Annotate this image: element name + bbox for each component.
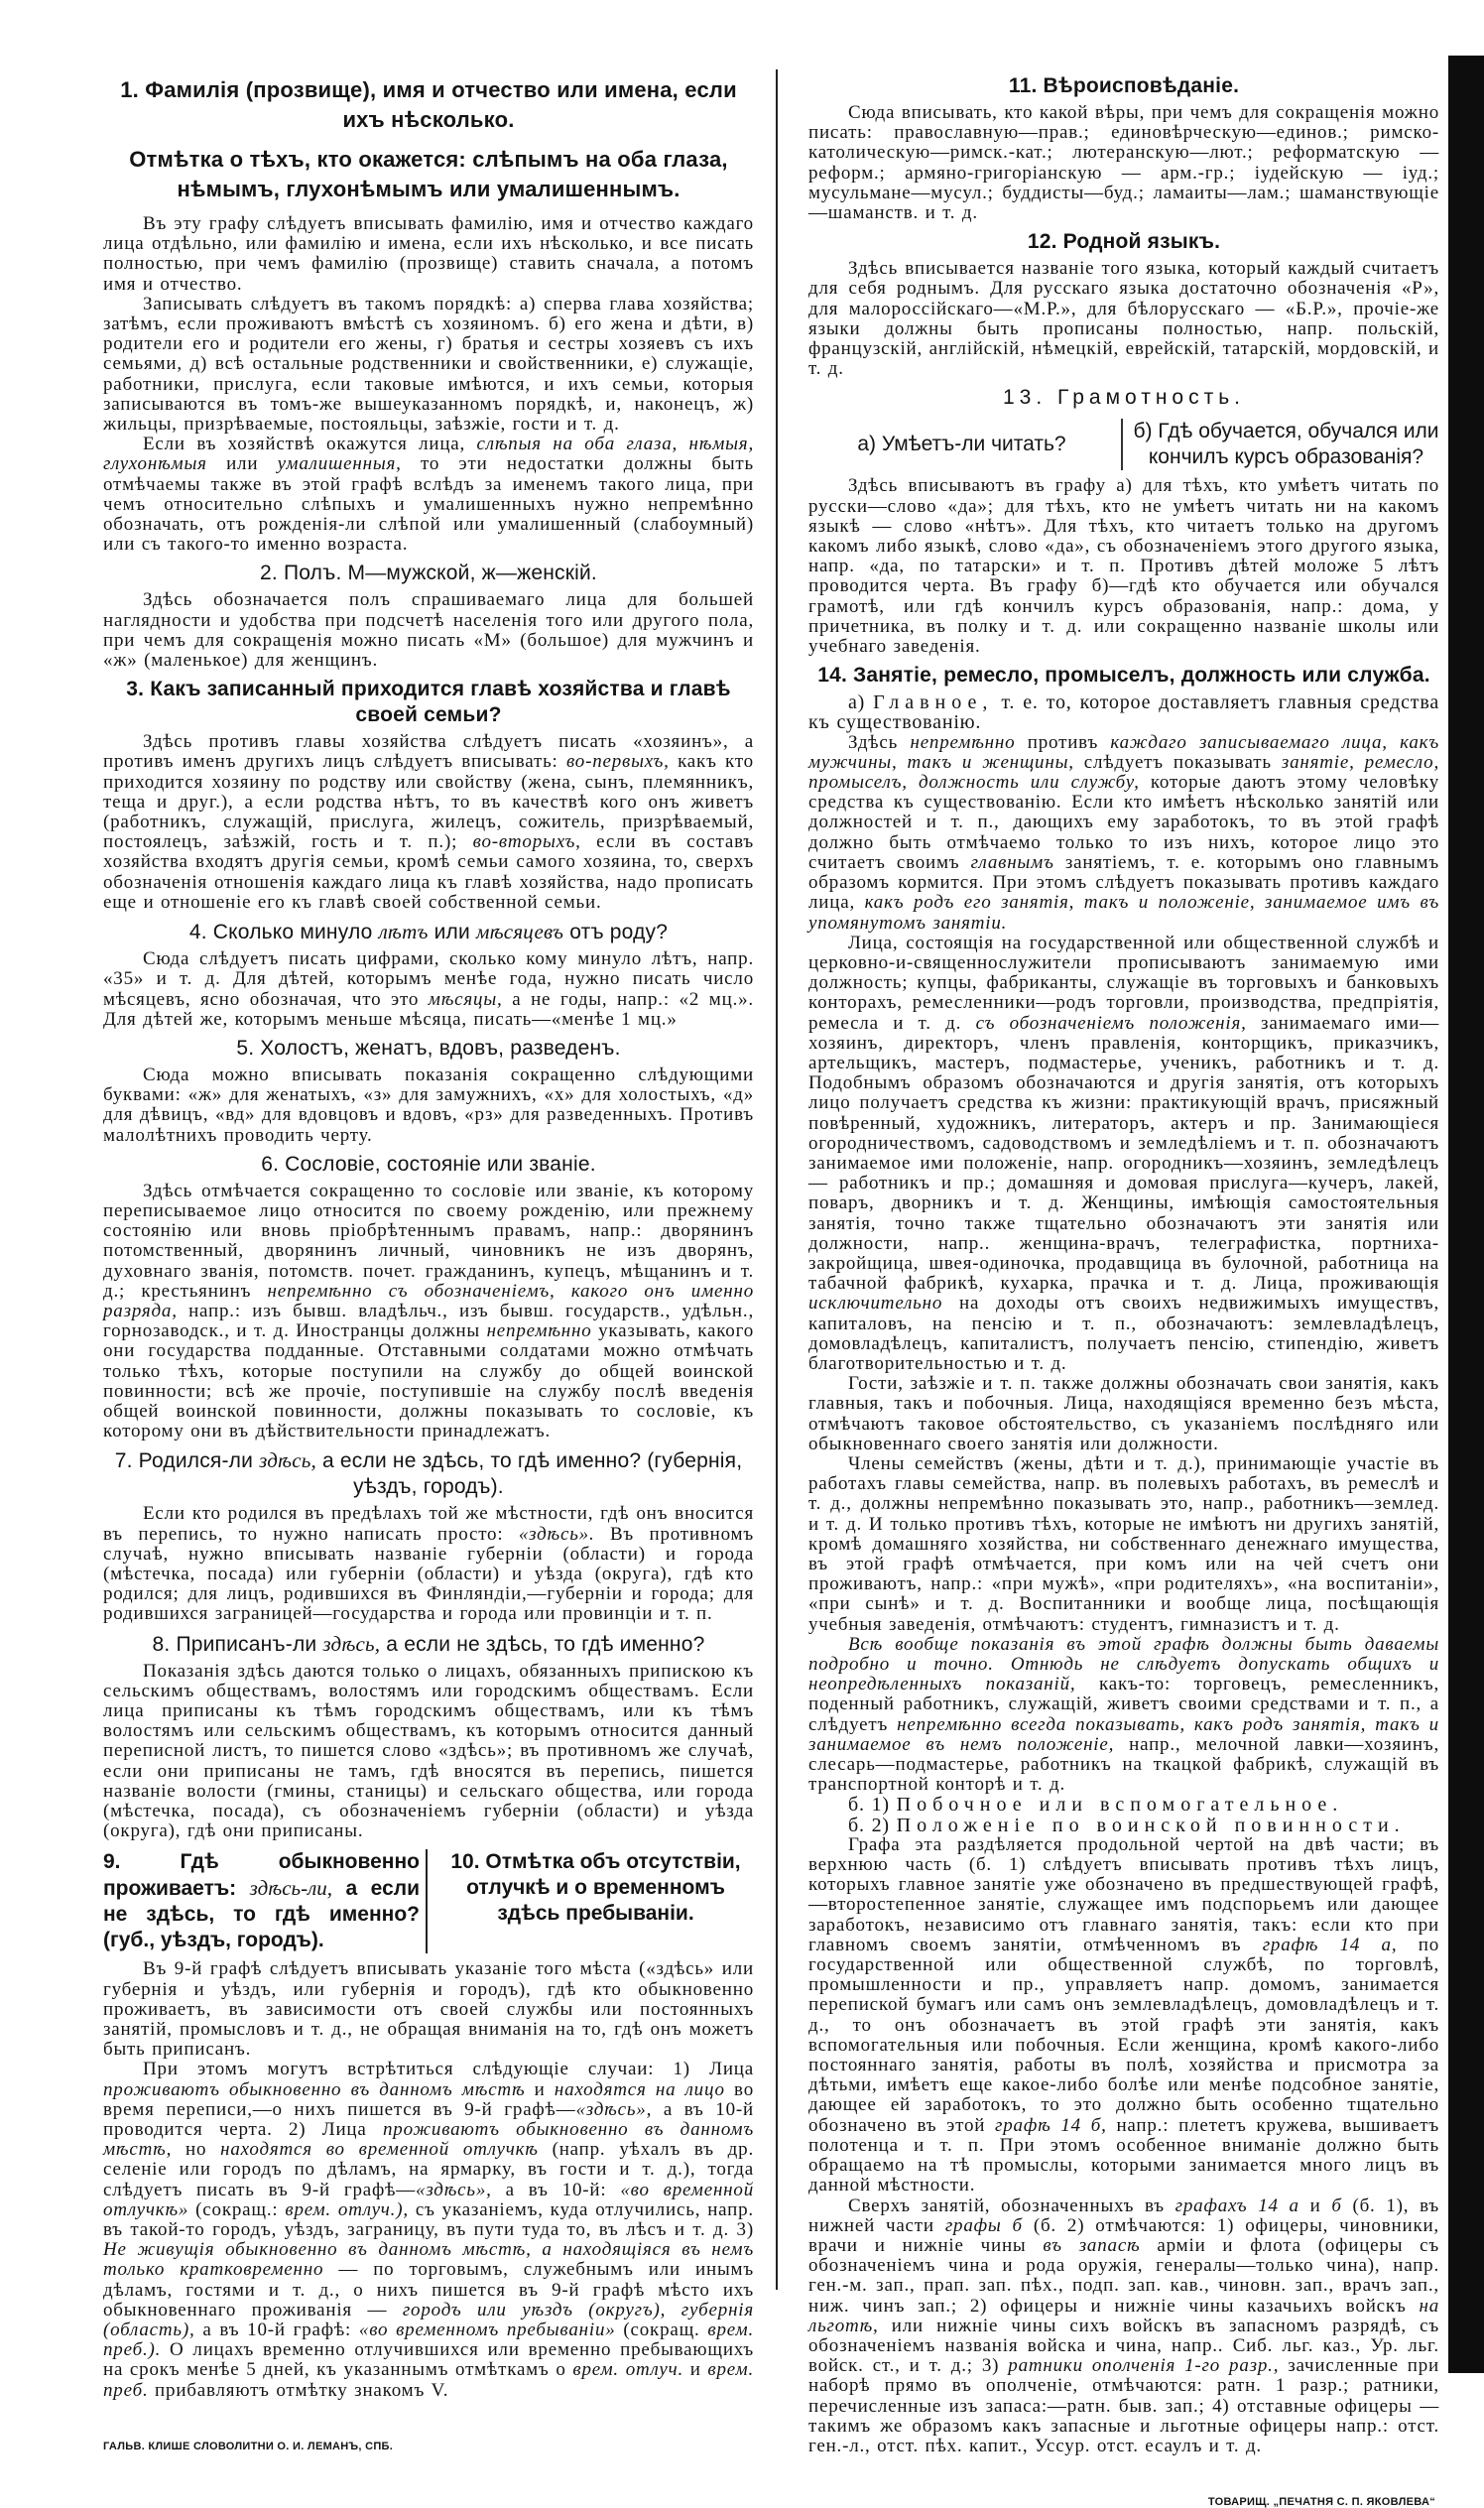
text-run: 8. Приписанъ-ли bbox=[152, 1632, 323, 1656]
emphasis-text: Всѣ вообще показанія въ этой графѣ должны быть даваемы подробно и точно. Отнюдь не слѣдуетъ допускать общихъ и неопредѣленныхъ показаній, bbox=[808, 1633, 1439, 1695]
split-heading-right bbox=[428, 1849, 754, 1953]
section-heading bbox=[808, 73, 1439, 99]
text-run: 1. Фамилія (прозвище), имя и отчество или имена, если ихъ нѣсколько. bbox=[120, 77, 737, 132]
text-run: слѣдуетъ показывать bbox=[1073, 751, 1282, 773]
text-run: 6. Сословіе, состояніе или званіе. bbox=[261, 1152, 596, 1176]
text-run: т. е. то, которое доставляетъ главныя средства къ существованію. bbox=[808, 691, 1439, 734]
text-run: занимаемаго ими—хозяинъ, директоръ, членъ правленія, конторщикъ, приказчикъ, артельщикъ, мастеръ, подмастерье, ученикъ, работникъ и т. д. Подобнымъ образомъ обозначаются и другія занятія, отъ которыхъ лицо получаетъ средства къ жизни: практикующій врачъ, присяжный повѣренный, художникъ, литераторъ, актеръ и пр. Занимающіеся огородничествомъ, садоводствомъ и земледѣліемъ и т. п. обозначаютъ занимаемое ими положеніе, напр. огородникъ—хозяинъ, земледѣлецъ — работникъ и пр.; домашняя и домовая прислуга—кучеръ, лакей, поваръ, дворникъ и т. д. Женщины, имѣющія самостоятельныя занятія, точно также тщательно обозначаютъ эти занятія или должности, напр.. женщина-врачъ, телеграфистка, портниха-закройщица, швея-одиночка, продавщица въ булочной, работница на табачной фабрикѣ, кухарка, прачка и т. д. Лица, проживающія bbox=[808, 1012, 1439, 1295]
text-run: Записывать слѣдуетъ въ такомъ порядкѣ: а) сперва глава хозяйства; затѣмъ, если проживаютъ вмѣстѣ съ хозяиномъ. б) его жена и дѣти, в) родители его и родители его жены, г) братья и сестры хозяевъ съ ихъ семьями, д) всѣ остальные родственники и свойственники, е) служащіе, работники, прислуга, если таковые имѣются, и ихъ семьи, которыя записываются въ томъ-же вышеуказанномъ порядкѣ, и, наконецъ, ж) жильцы, призрѣваемые, постояльцы, заѣзжіе, гости и т. д. bbox=[103, 293, 754, 436]
text-run: 7. Родился-ли bbox=[114, 1449, 260, 1473]
emphasis-text: занятіе, ремесло, промыселъ, должность или службу, bbox=[808, 751, 1439, 794]
text-run: Въ 9-й графѣ слѣдуетъ вписывать указаніе того мѣста («здѣсь» или губернія и уѣздъ, или губернія и городъ), гдѣ кто обыкновенно проживаетъ, въ зависимости отъ своей службы или постоянныхъ занятій, промысловъ и т. д., не обращая вниманія на то, гдѣ онъ можетъ быть приписанъ. bbox=[103, 1958, 754, 2061]
text-run: Здѣсь противъ главы хозяйства слѣдуетъ писать «хозяинъ», а противъ именъ другихъ лицъ слѣдуетъ вписывать: bbox=[103, 731, 754, 773]
section-heading bbox=[808, 663, 1439, 689]
paragraph bbox=[103, 295, 754, 435]
left-column bbox=[103, 67, 754, 2452]
spaced-emphasis-text: Положеніе по воинской повинности. bbox=[896, 1814, 1406, 1836]
emphasis-text: исключительно bbox=[808, 1293, 943, 1315]
emphasis-text: врем. отлуч. bbox=[572, 2359, 683, 2381]
paragraph bbox=[808, 733, 1439, 934]
section-heading bbox=[103, 1447, 754, 1500]
paragraph bbox=[103, 214, 754, 295]
text-run: какъ кто приходится хозяину по родству или свойству (жена, сынъ, племянникъ, теща и друг.), а если родства нѣтъ, то въ качествѣ кого онъ живетъ (работникъ, служащій, прислуга, жилецъ, сожитель, призрѣваемый, постоялецъ, заѣзжій, гость и т. п.); bbox=[103, 751, 754, 853]
paragraph bbox=[808, 103, 1439, 223]
text-run: противъ bbox=[1015, 731, 1111, 753]
section-heading bbox=[808, 229, 1439, 255]
emphasis-text: проживаютъ обыкновенно въ данномъ мѣстѣ, bbox=[103, 2119, 754, 2161]
text-run: О лицахъ временно отлучившихся или временно пребывающихъ на срокъ менѣе 5 дней, къ указаннымъ отмѣткамъ о bbox=[103, 2339, 754, 2381]
text-run: на доходы отъ своихъ недвижимыхъ имуществъ, капиталовъ, на пенсію и т. п., обозначаютъ: землевладѣлецъ, домовладѣлецъ, капиталистъ, получаетъ пенсію, стипендію, живетъ благотворительностью и т. д. bbox=[808, 1293, 1439, 1374]
emphasis-text: непремѣнно всегда показывать, какъ родъ занятія, такъ и занимаемое въ немъ положеніе, bbox=[808, 1713, 1439, 1755]
emphasis-text: «здѣсь». bbox=[518, 1523, 595, 1545]
spaced-emphasis-text: Главное, bbox=[873, 691, 994, 714]
paragraph bbox=[808, 1635, 1439, 1796]
text-run: и bbox=[683, 2359, 708, 2381]
text-run: 5. Холостъ, женатъ, вдовъ, разведенъ. bbox=[236, 1036, 621, 1060]
paragraph bbox=[808, 1374, 1439, 1454]
paragraph bbox=[808, 934, 1439, 1374]
emphasis-text: непремѣнно съ обозначеніемъ, какого онъ именно разряда, bbox=[103, 1280, 755, 1321]
emphasis-text: врем. отлуч.), bbox=[285, 2198, 409, 2220]
text-run: а въ 10-й графѣ: bbox=[194, 2320, 359, 2341]
emphasis-text: здѣсь, bbox=[259, 1448, 316, 1473]
emphasis-text: здѣсь, bbox=[322, 1631, 381, 1656]
text-run: какъ-то: торговецъ, ремесленникъ, поденный работникъ, служащій, живетъ своими средствами и т. п., а слѣдуетъ bbox=[808, 1674, 1440, 1735]
text-run: или bbox=[428, 921, 476, 944]
emphasis-text: во-вторыхъ, bbox=[472, 831, 581, 853]
text-run: Лица, состоящія на государственной или общественной службѣ и церковно-и-священнослужители прописываютъ занимаемую ими должность; купцы, фабриканты, служащіе въ торговыхъ и банковыхъ конторахъ, ремесленники—родъ торговли, производства, предпріятія, ремесла и т. д. bbox=[808, 932, 1439, 1034]
text-run: 3. Какъ записанный приходится главѣ хозяйства и главѣ своей семьи? bbox=[126, 678, 731, 727]
text-run: Здѣсь отмѣчается сокращенно то сословіе или званіе, къ которому переписываемое лицо относится по своему рожденію, или прежнему состоянію или вновь пріобрѣтеннымъ правамъ, напр.: дворянинъ потомственный, дворянинъ личный, чиновникъ не изъ дворянъ, духовнаго званія, потомств. почет. гражданинъ, купецъ, мѣщанинъ и т. д.; крестьянинъ bbox=[103, 1180, 754, 1302]
section-heading bbox=[103, 677, 754, 728]
section-heading bbox=[103, 75, 754, 135]
text-run: зачисленные при наборѣ прямо въ ополченіе, отмѣчаются: ратн. 1 разр.; ратники, перечисленные изъ запаса:—ратн. быв. зап.; 4) отставные офицеры — такимъ же образомъ какъ запасные и льготные офицеры напр.: отст. ген.-л., отст. пѣх. капит., Уссур. отст. есаулъ и т. д. bbox=[808, 2355, 1440, 2456]
text-run: а) Умѣетъ-ли читать? bbox=[857, 433, 1066, 456]
text-run: 2. Полъ. М—мужской, ж—женскій. bbox=[260, 562, 597, 585]
text-run: б. 1) bbox=[848, 1794, 897, 1817]
emphasis-text: въ запасѣ bbox=[1043, 2234, 1141, 2256]
section-heading bbox=[103, 1152, 754, 1178]
text-run: Здѣсь bbox=[848, 731, 911, 753]
text-run: а не годы, напр.: «2 мц.». Для дѣтей же, которымъ меньше мѣсяца, писать—«менѣе 1 мц.» bbox=[103, 988, 754, 1030]
text-run: 10. Отмѣтка объ отсутствіи, отлучкѣ и о временномъ здѣсь пребываніи. bbox=[450, 1850, 741, 1926]
emphasis-text: ратники ополченія 1-го разр., bbox=[1008, 2355, 1280, 2377]
emphasis-text: мѣсяцы, bbox=[428, 988, 503, 1010]
emphasis-text: «во временной отлучкѣ» bbox=[103, 2179, 755, 2220]
text-run: а въ 10-й проводится черта. 2) Лица bbox=[103, 2098, 754, 2141]
paragraph bbox=[808, 259, 1439, 379]
section-heading bbox=[103, 145, 754, 204]
text-run: Если въ хозяйствѣ окажутся лица, bbox=[143, 434, 477, 455]
text-run: 4. Сколько минуло bbox=[188, 921, 379, 944]
paragraph bbox=[103, 2060, 754, 2400]
paragraph bbox=[103, 1959, 754, 2060]
text-run: напр.: изъ бывш. владѣльч., изъ бывш. государств., удѣльн., горнозаводск., и т. д. Иностранцы должны bbox=[103, 1300, 754, 1342]
text-run: а если не здѣсь, то гдѣ именно? bbox=[380, 1632, 705, 1656]
emphasis-text: «здѣсь», bbox=[416, 2179, 492, 2200]
paragraph bbox=[103, 949, 754, 1030]
emphasis-text: каждаго записываемаго лица, какъ мужчины, такъ и женщины, bbox=[808, 731, 1439, 773]
text-run: занятіемъ, т. е. которымъ оно главнымъ образомъ кормится. При этомъ слѣдуетъ показывать противъ каждаго лица, bbox=[808, 851, 1440, 914]
text-run: и bbox=[1298, 2194, 1332, 2216]
emphasis-text: «здѣсь», bbox=[575, 2098, 653, 2120]
split-heading bbox=[808, 419, 1439, 470]
text-run: Здѣсь вписывается названіе того языка, который каждый считаетъ для себя роднымъ. Для русскаго языка достаточно обозначенія «Р», для малороссійскаго—«М.Р.», для бѣлорусскаго — «Б.Р.», прочіе-же языки должны быть прописаны полностью, напр. польскій, французскій, англійскій, нѣмецкій, еврейскій, татарскій, мордовскій, и т. д. bbox=[808, 258, 1439, 380]
paragraph bbox=[808, 1454, 1439, 1635]
right-column bbox=[808, 67, 1439, 2508]
split-heading-right bbox=[1123, 419, 1439, 470]
paragraph bbox=[103, 1504, 754, 1624]
emphasis-text: непремѣнно bbox=[486, 1320, 592, 1342]
emphasis-text: слѣпыя на оба глаза, нѣмыя, глухонѣмыя bbox=[103, 434, 754, 475]
text-run: (напр. уѣхалъ въ др. селеніе или городъ по дѣламъ, на ярмарку, въ гости и т. д.), тогда слѣдуетъ писать въ 9-й графѣ— bbox=[103, 2139, 755, 2200]
emphasis-text: графы б bbox=[944, 2214, 1023, 2236]
paragraph bbox=[103, 1182, 754, 1442]
right-column-body bbox=[808, 73, 1439, 2456]
text-run: (сокращ.: bbox=[188, 2198, 286, 2220]
text-run: напр., мелочной лавки—хозяинъ, слесарь—подмастерье, работникъ на ткацкой фабрикѣ, служащій въ транспортной конторѣ и т. д. bbox=[808, 1733, 1440, 1796]
emphasis-text: лѣтъ bbox=[378, 920, 429, 944]
text-run: то эти недостатки должны быть отмѣчаемы также въ этой графѣ вслѣдъ за именемъ такого лица, при чемъ относительно слѣпыхъ и умалишенныхъ нужно непремѣнно обозначать, отъ рожденія-ли слѣпой или умалишенный (слабоумный) или съ такого-то именно возраста. bbox=[103, 453, 754, 556]
text-run: Сюда слѣдуетъ писать цифрами, сколько кому минуло лѣтъ, напр. «35» и т. д. Для дѣтей, которымъ менѣе года, нужно писать число мѣсяцевъ, ясно обозначая, что это bbox=[103, 948, 754, 1010]
text-run: и bbox=[525, 2078, 555, 2100]
text-run: Сюда можно вписывать показанія сокращенно слѣдующими буквами: «ж» для женатыхъ, «з» для замужнихъ, «х» для холостыхъ, «д» для дѣвицъ, «вд» для вдовцовъ и вдовъ, «рз» для разведенныхъ. Противъ малолѣтнихъ проводить черту. bbox=[103, 1064, 754, 1146]
text-run: Здѣсь обозначается полъ спрашиваемаго лица для большей наглядности и удобства при подсчетѣ населенія того или другого пола, при чемъ для сокращенія можно писать «М» (большое) для мужчинъ и «ж» (маленькое) для женщинъ. bbox=[103, 589, 754, 672]
text-run: а если не здѣсь, то гдѣ именно? (губ., уѣздъ, городъ). bbox=[103, 1877, 421, 1952]
text-run: Гости, заѣзжіе и т. п. также должны обозначать свои занятія, какъ главныя, такъ и побочныя. Лица, находящіяся временно безъ мѣста, отмѣчаютъ таковое обстоятельство, съ указаніемъ послѣдняго или обыкновеннаго своего занятія или должности. bbox=[808, 1373, 1439, 1454]
text-run: б. 2) bbox=[848, 1814, 897, 1836]
text-run: 14. Занятіе, ремесло, промыселъ, должность или служба. bbox=[817, 664, 1430, 688]
emphasis-text: «во временномъ пребываніи» bbox=[358, 2320, 616, 2341]
emphasis-text: умалишенныя, bbox=[277, 453, 402, 475]
emphasis-text: врем. преб.). bbox=[103, 2320, 754, 2361]
text-run: — по торговымъ, служебнымъ или инымъ дѣламъ, гостями и т. д., о нихъ пишется въ 9-й графѣ мѣсто ихъ обыкновеннаго проживанія — bbox=[103, 2259, 754, 2320]
emphasis-text: непремѣнно bbox=[910, 731, 1016, 753]
text-run: Графа эта раздѣляется продольной чертой на двѣ части; въ верхнюю часть (б. 1) слѣдуетъ вписывать противъ тѣхъ лицъ, которыхъ главное занятіе уже обозначено въ предшествующей графѣ,—второстепенное занятіе, служащее имъ подспорьемъ или дающее заработокъ, независимо отъ главнаго занятія, такъ: если кто при главномъ своемъ занятіи, отмѣченномъ въ bbox=[808, 1833, 1439, 1955]
paragraph bbox=[103, 1662, 754, 1842]
emphasis-text: мѣсяцевъ bbox=[475, 920, 564, 944]
emphasis-text: на льготѣ, bbox=[808, 2295, 1439, 2336]
paragraph bbox=[103, 1066, 754, 1146]
text-run: или bbox=[206, 453, 278, 475]
text-run: Показанія здѣсь даются только о лицахъ, обязанныхъ припискою къ сельскимъ обществамъ, волостямъ или городскимъ обществамъ. Если лица приписаны къ тѣмъ городскимъ обществамъ, или къ тѣмъ волостямъ или сельскимъ обществамъ, къ которымъ относится данный переписной листъ, то пишется слово «здѣсь»; въ противномъ же случаѣ, если они приписаны не тамъ, гдѣ вносятся въ перепись, пишется названіе волости (гмины, станицы) и сельскаго общества, или города (мѣстечка, посада), съ обозначеніемъ губерніи (области) и уѣзда (округа), гдѣ они приписаны. bbox=[103, 1660, 754, 1842]
text-run: Здѣсь вписываютъ въ графу а) для тѣхъ, кто умѣетъ читать по русски—слово «да»; для тѣхъ, кто не умѣетъ читать ни на какомъ языкѣ — слово «нѣтъ». Для тѣхъ, кто читаетъ только на другомъ какомъ либо языкѣ, слово «да», съ обозначеніемъ этого другого языка, напр. «да, по татарски» и т. п. Противъ дѣтей моложе 5 лѣтъ проводится черта. Въ графу б)—гдѣ кто обучается или обучался грамотѣ, или гдѣ кончилъ курсъ образованія, напр.: дома, у причетника, въ полку и т. д. или сокращенно названіе школы или учебнаго заведенія. bbox=[808, 475, 1439, 658]
split-heading-left bbox=[103, 1849, 428, 1953]
text-run: Въ эту графу слѣдуетъ вписывать фамилію, имя и отчество каждаго лица отдѣльно, или фамилію и имена, если ихъ нѣсколько, и все писать полностью, при чемъ фамилію (прозвище) ставить сначала, а потомъ имя и отчество. bbox=[103, 213, 754, 295]
text-run: а) bbox=[848, 691, 874, 714]
printer-imprint-left: ГАЛЬВ. КЛИШЕ СЛОВОЛИТНИ О. И. ЛЕМАНЪ, СПБ. bbox=[103, 2440, 394, 2452]
text-run: по государственной или общественной службѣ, по торговлѣ, промышленности и пр., управляетъ напр. домомъ, занимается перепиской бумагъ или самъ онъ землевладѣлецъ, домовладѣлецъ и т. д., то онъ обозначаетъ въ этой графѣ эти занятія, какъ вспомогательныя или побочныя. Если женщина, кромѣ какого-либо постояннаго занятія, работы въ полѣ, хозяйства и присмотра за дѣтьми, имѣетъ еще какое-либо болѣе или менѣе подсобное занятіе, дающее ей заработокъ, то это должно быть особенно тщательно обозначено въ этой bbox=[808, 1934, 1440, 2136]
emphasis-text: здѣсь-ли, bbox=[249, 1876, 332, 1901]
text-run: 12. Родной языкъ. bbox=[1027, 230, 1221, 254]
text-run: а въ 10-й: bbox=[491, 2179, 621, 2200]
split-heading-left bbox=[808, 419, 1123, 470]
paragraph bbox=[103, 590, 754, 671]
emphasis-text: проживаютъ обыкновенно въ данномъ мѣстѣ bbox=[103, 2078, 526, 2100]
text-run: арміи и флота (офицеры съ обозначеніемъ чина и рода оружія, генералы—только чина), напр. ген.-м. зап., прап. зап. пѣх., подп. зап. кав., чиновн. зап., врачъ зап., ниж. чинъ зап.; 2) офицеры и нижніе чины казачьихъ войскъ bbox=[808, 2234, 1440, 2317]
emphasis-text: во-первыхъ, bbox=[565, 751, 670, 773]
text-run: которые даютъ этому человѣку средства къ существованію. Если кто имѣетъ нѣсколько занятій или должностей и т. п., дающихъ ему заработокъ, то въ этой графѣ должно быть отмѣчаемо только то изъ нихъ, которое лицо это считаетъ своимъ bbox=[808, 772, 1439, 873]
text-run: 13. Грамотность. bbox=[1002, 386, 1246, 410]
emphasis-text: городъ или уѣздъ (округъ), губернія (область), bbox=[103, 2299, 755, 2341]
section-heading bbox=[103, 919, 754, 945]
emphasis-text: находятся во временной отлучкѣ bbox=[220, 2139, 539, 2161]
paragraph bbox=[808, 692, 1439, 732]
paragraph bbox=[808, 476, 1439, 657]
text-run: 11. Вѣроисповѣданіе. bbox=[1008, 74, 1240, 97]
section-heading bbox=[103, 1631, 754, 1658]
text-run: (б. 2) отмѣчаются: 1) офицеры, чиновники, врачи и нижніе чины bbox=[808, 2214, 1439, 2256]
text-run: или нижніе чины сихъ войскъ въ запасномъ разрядѣ, съ обозначеніемъ названія войска и чина, напр.. Сиб. льг. каз., Ур. льг. войск. ст., и т. д.; 3) bbox=[808, 2315, 1439, 2377]
text-run: Сверхъ занятій, обозначенныхъ въ bbox=[848, 2194, 1175, 2216]
column-divider-rule bbox=[776, 69, 778, 2290]
text-run: указывать, какого они государства подданные. Отставными солдатами можно отмѣчать только тѣхъ, которые поступили на службу до общей воинской повинности; всѣ же прочіе, поступившіе на службу послѣ введенія общей воинской повинности, должны показывать то сословіе, къ которому они въ дѣйствительности принадлежатъ. bbox=[103, 1320, 754, 1442]
text-run: съ указаніемъ, куда отлучились, напр. въ такой-то городъ, уѣздъ, заграницу, въ пути туда то, въ лѣсъ и т. д. 3) bbox=[103, 2198, 754, 2241]
text-run: (сокращ. bbox=[615, 2320, 708, 2341]
paragraph bbox=[808, 1816, 1439, 1835]
text-run: но bbox=[172, 2139, 221, 2161]
emphasis-text: врем. преб. bbox=[103, 2359, 755, 2401]
section-heading bbox=[808, 385, 1439, 411]
text-run: (б. 1), въ нижней части bbox=[808, 2194, 1439, 2236]
paragraph bbox=[808, 2196, 1439, 2457]
emphasis-text: главнымъ bbox=[970, 851, 1054, 873]
emphasis-text: б bbox=[1331, 2194, 1342, 2216]
text-run: прибавляютъ отмѣтку знакомъ V. bbox=[148, 2379, 449, 2401]
text-run: если въ составъ хозяйства входятъ другія семьи, кромѣ семьи самого хозяина, то, сверхъ обозначенія отношенія каждаго лица къ главѣ хозяйства, надо прописать еще и отношеніе его къ главѣ своей собственной семьи. bbox=[103, 831, 754, 913]
text-run: во время переписи,—о нихъ пишется въ 9-й графѣ— bbox=[103, 2078, 754, 2120]
printer-imprint-right: ТОВАРИЩ. „ПЕЧАТНЯ С. П. ЯКОВЛЕВА“ bbox=[1207, 2496, 1435, 2508]
paragraph bbox=[808, 1795, 1439, 1815]
split-heading bbox=[103, 1849, 754, 1953]
paragraph bbox=[103, 732, 754, 913]
section-heading bbox=[103, 1036, 754, 1062]
emphasis-text: съ обозначеніемъ положенія, bbox=[975, 1012, 1247, 1034]
text-run: Сюда вписывать, кто какой вѣры, при чемъ для сокращенія можно писать: православную—прав.; единовѣрческую—единов.; римско-католическую—римск.-кат.; лютеранскую—лют.; реформатскую — реформ.; армяно-григоріанскую — арм.-гр.; іудейскую — іуд.; мусульмане—мусул.; буддисты—буд.; ламаиты—лам.; шаманствующіе—шаманств. и т. д. bbox=[808, 102, 1439, 224]
text-run: 9. Гдѣ обыкновенно проживаетъ: bbox=[103, 1850, 420, 1901]
emphasis-text: Не живущія обыкновенно въ данномъ мѣстѣ, а находящіяся въ немъ только кратковременно bbox=[103, 2239, 754, 2281]
text-run: Если кто родился въ предѣлахъ той же мѣстности, гдѣ онъ вносится въ перепись, то нужно написать просто: bbox=[103, 1503, 754, 1545]
left-column-body bbox=[103, 75, 754, 2401]
text-run: отъ роду? bbox=[563, 921, 669, 944]
text-run: При этомъ могутъ встрѣтиться слѣдующіе случаи: 1) Лица bbox=[143, 2059, 754, 2080]
paragraph bbox=[808, 1835, 1439, 2196]
text-run: Члены семействъ (жены, дѣти и т. д.), принимающіе участіе въ работахъ главы семейства, напр. въ полевыхъ работахъ, въ ремеслѣ и т. д., должны непремѣнно показывать это, напр., работникъ—землед. и т. д. И только противъ тѣхъ, которые не имѣютъ ни другихъ занятій, кромѣ домашняго хозяйства, ни собственнаго денежнаго имущества, въ этой графѣ отмѣчается, при комъ или на чей счетъ они проживаютъ, напр.: «при мужѣ», «при родителяхъ», «на воспитаніи», «при сынѣ» и т. д. Воспитанники и вообще лица, посѣщающія учебныя заведенія, отмѣчаютъ: студентъ, гимназистъ и т. д. bbox=[808, 1452, 1439, 1635]
emphasis-text: графѣ 14 б, bbox=[995, 2114, 1107, 2136]
emphasis-text: находятся на лицо bbox=[554, 2078, 725, 2100]
text-run: а если не здѣсь, то гдѣ именно? (губернія, уѣздъ, городъ). bbox=[315, 1449, 743, 1499]
text-run: б) Гдѣ обучается, обучался или кончилъ курсъ образованія? bbox=[1133, 420, 1439, 469]
text-run: Отмѣтка о тѣхъ, кто окажется: слѣпымъ на оба глаза, нѣмымъ, глухонѣмымъ или умалишеннымъ. bbox=[129, 147, 728, 201]
paragraph bbox=[103, 435, 754, 555]
scan-edge-shadow bbox=[1448, 56, 1484, 2373]
spaced-emphasis-text: Побочное или вспомогательное. bbox=[896, 1794, 1344, 1817]
text-run: напр.: плететъ кружева, вышиваетъ полотенца и т. п. При этомъ особенное вниманіе должно быть обращаемо на тѣ промыслы, которыми занимается много лицъ въ данной мѣстности. bbox=[808, 2114, 1439, 2196]
emphasis-text: графѣ 14 а, bbox=[1262, 1934, 1398, 1955]
emphasis-text: графахъ 14 а bbox=[1175, 2194, 1299, 2216]
section-heading bbox=[103, 561, 754, 586]
text-run: Въ противномъ случаѣ, нужно вписывать названіе губерніи (области) и города (мѣстечка, посада) или губерніи (области) и уѣзда (округа), гдѣ кто родился; для лицъ, родившихся въ Финляндіи,—губерніи и города; для родившихся заграницей—государства и города или провинціи и т. п. bbox=[103, 1523, 754, 1625]
emphasis-text: какъ родъ его занятія, такъ и положеніе, занимаемое имъ въ упомянутомъ занятіи. bbox=[808, 892, 1439, 934]
